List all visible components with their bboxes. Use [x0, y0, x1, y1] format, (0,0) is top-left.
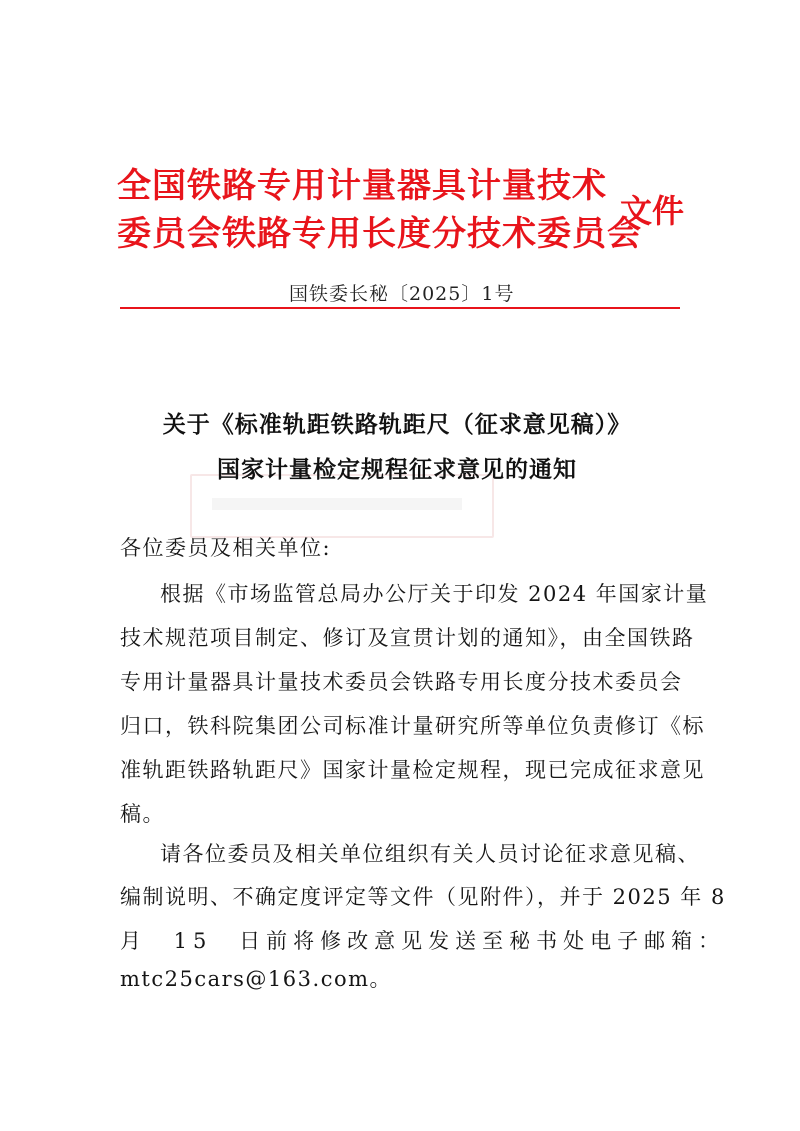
document-number: 国铁委长秘〔2025〕1号 — [289, 283, 515, 305]
red-header-rule — [120, 307, 680, 309]
paragraph-2-line: 编制说明、不确定度评定等文件（见附件），并于 2025 年 8 — [120, 885, 726, 909]
paragraph-1-line: 稿。 — [120, 802, 165, 826]
paragraph-1-line: 准轨距铁路轨距尺》国家计量检定规程，现已完成征求意见 — [120, 758, 705, 782]
contact-email[interactable]: mtc25cars@163.com。 — [120, 967, 393, 991]
salutation: 各位委员及相关单位: — [120, 536, 332, 560]
paragraph-2-line: 月 15 日前将修改意见发送至秘书处电子邮箱： — [120, 929, 726, 953]
notice-title-line-1: 关于《标准轨距铁路轨距尺（征求意见稿）》 — [162, 412, 632, 438]
paragraph-2-line: 请各位委员及相关单位组织有关人员讨论征求意见稿、 — [160, 842, 700, 866]
issuing-org-line-1: 全国铁路专用计量器具计量技术 — [117, 166, 607, 206]
document-type-label: 文件 — [620, 192, 685, 230]
paragraph-1-line: 归口，铁科院集团公司标准计量研究所等单位负责修订《标 — [120, 714, 705, 738]
paragraph-1-line: 技术规范项目制定、修订及宣贯计划的通知》，由全国铁路 — [120, 626, 695, 650]
notice-title-line-2: 国家计量检定规程征求意见的通知 — [217, 457, 577, 483]
paragraph-1-line: 根据《市场监管总局办公厅关于印发 2024 年国家计量 — [160, 582, 709, 606]
paragraph-1-line: 专用计量器具计量技术委员会铁路专用长度分技术委员会 — [120, 670, 683, 694]
issuing-org-line-2: 委员会铁路专用长度分技术委员会 — [117, 214, 642, 254]
